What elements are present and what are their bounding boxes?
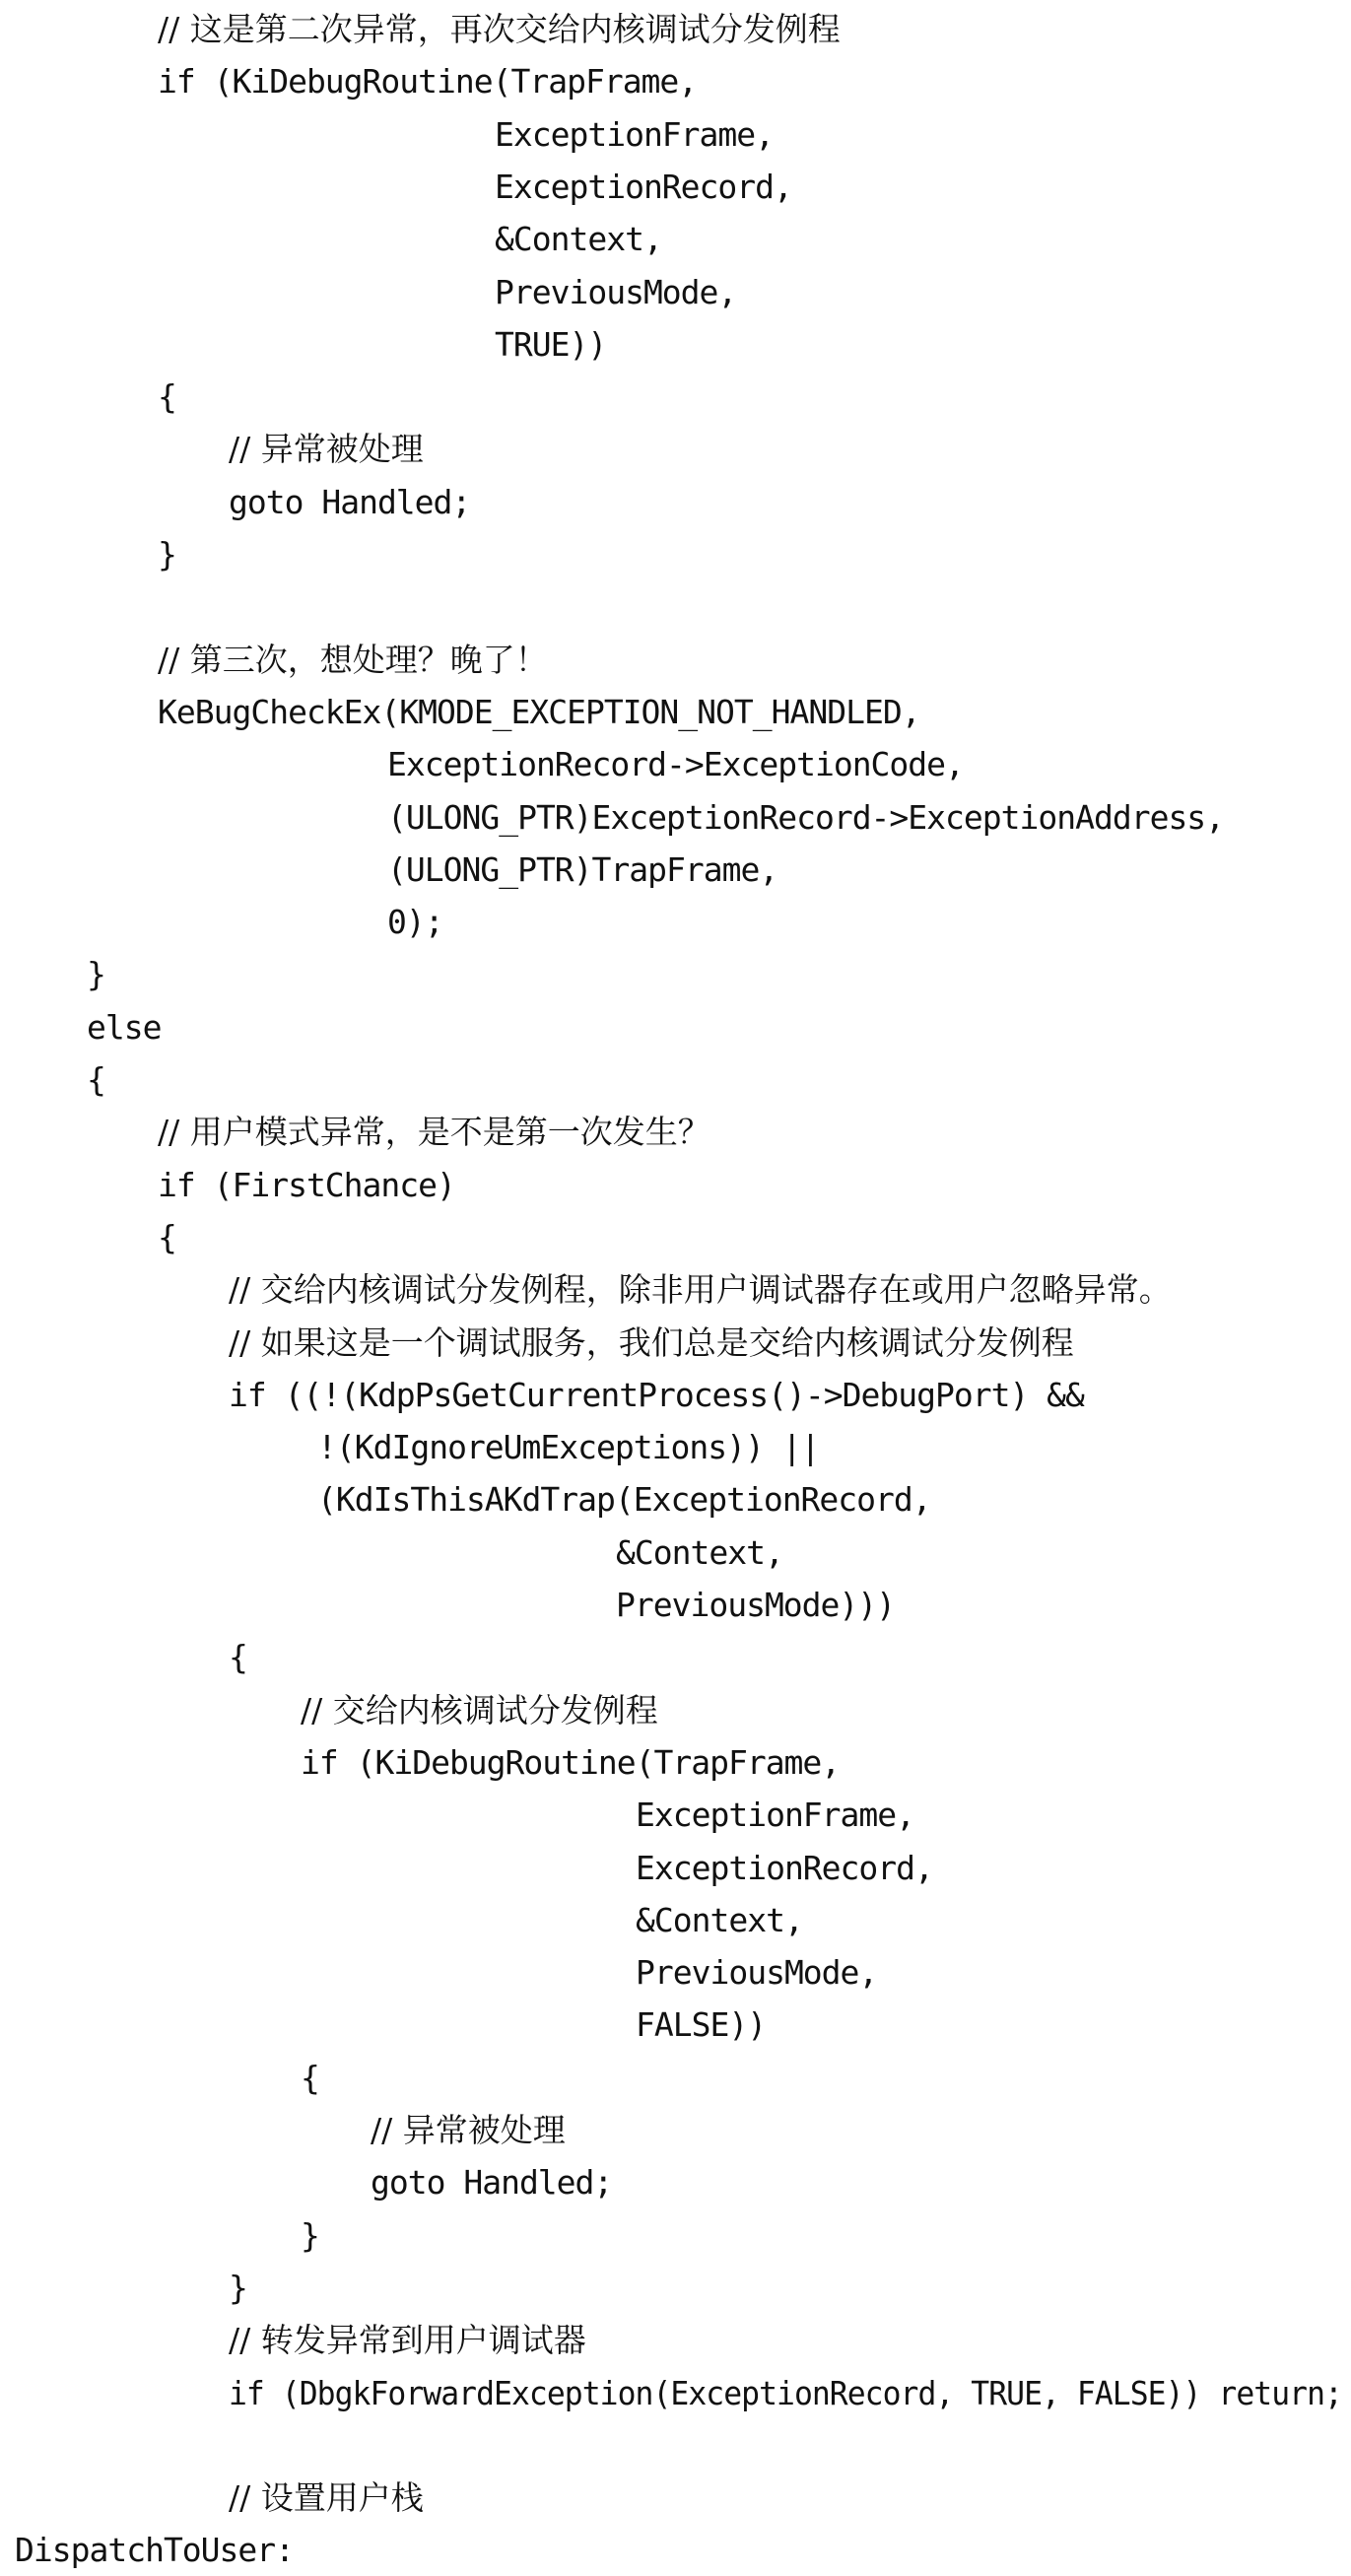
code-line <box>158 1211 176 1263</box>
code-line-text: ExceptionFrame, <box>636 1796 915 1835</box>
code-line <box>229 476 470 528</box>
code-line-text: &Context, <box>495 220 662 259</box>
code-line <box>616 1526 783 1579</box>
code-comment <box>158 634 548 686</box>
code-line-text: // 异常被处理 <box>371 2111 566 2149</box>
code-line-text: ExceptionFrame, <box>495 114 775 154</box>
code-line <box>495 161 792 213</box>
code-line <box>387 844 777 896</box>
code-line <box>229 2367 1351 2419</box>
code-line-text: &Context, <box>616 1532 783 1572</box>
code-line-text: PreviousMode))) <box>616 1586 896 1624</box>
code-line <box>636 1999 766 2051</box>
code-line-text: } <box>301 2215 319 2255</box>
code-line <box>495 318 606 371</box>
code-line <box>495 266 736 318</box>
code-line-text: FALSE)) <box>636 2005 767 2045</box>
code-line-text: goto Handled; <box>371 2163 613 2203</box>
code-line-text: if (KiDebugRoutine(TrapFrame, <box>158 62 698 102</box>
code-line-text: PreviousMode, <box>495 272 737 311</box>
code-line-text: if (DbgkForwardException(ExceptionRecord, TRUE, FALSE)) return; <box>229 2373 1342 2412</box>
code-comment <box>229 1317 1074 1369</box>
code-line-text: if (KiDebugRoutine(TrapFrame, <box>301 1742 841 1782</box>
code-line <box>229 1369 1084 1421</box>
code-line-text: { <box>158 377 176 417</box>
code-line <box>158 528 176 580</box>
code-comment <box>229 2314 586 2366</box>
code-line <box>317 1473 931 1525</box>
code-line-text: (KdIsThisAKdTrap(ExceptionRecord, <box>317 1480 931 1520</box>
code-comment <box>301 1684 658 1736</box>
code-line-text: (ULONG_PTR)ExceptionRecord->ExceptionAddress, <box>387 797 1225 837</box>
code-line <box>636 1894 803 1946</box>
code-line-text: PreviousMode, <box>636 1953 878 1993</box>
code-line-text: goto Handled; <box>229 482 471 521</box>
code-line <box>87 948 105 1000</box>
code-line <box>87 1053 105 1106</box>
code-line-text: 0); <box>387 903 443 942</box>
code-line-text: // 设置用户栈 <box>229 2478 424 2518</box>
code-line <box>158 1159 455 1211</box>
code-line <box>371 2156 612 2208</box>
code-line <box>636 1789 914 1841</box>
code-line-text: !(KdIgnoreUmExceptions)) || <box>317 1428 820 1467</box>
code-comment <box>158 3 841 55</box>
code-line-text: // 异常被处理 <box>229 430 424 469</box>
code-line <box>387 791 1224 844</box>
code-line-text: { <box>229 1638 247 1677</box>
code-line-text: ExceptionRecord->ExceptionCode, <box>387 745 964 784</box>
code-line <box>387 738 964 790</box>
code-line-text: KeBugCheckEx(KMODE_EXCEPTION_NOT_HANDLED, <box>158 692 920 731</box>
code-line <box>616 1579 895 1631</box>
code-line-text: ExceptionRecord, <box>636 1848 933 1887</box>
code-line-text: (ULONG_PTR)TrapFrame, <box>387 849 778 889</box>
code-line-text: DispatchToUser: <box>15 2531 295 2570</box>
code-line-text: // 用户模式异常，是不是第一次发生？ <box>158 1113 710 1152</box>
code-line-text: } <box>87 955 105 994</box>
code-line <box>301 2209 319 2262</box>
code-line <box>301 2052 319 2104</box>
code-comment <box>229 2472 424 2524</box>
code-line-text: // 第三次，想处理？晚了！ <box>158 640 548 679</box>
code-line <box>15 2524 294 2576</box>
code-line-text: TRUE)) <box>495 324 607 364</box>
code-line <box>158 686 920 738</box>
code-line <box>87 1001 161 1053</box>
code-line <box>229 1631 247 1683</box>
code-line-text: if ((!(KdpPsGetCurrentProcess()->DebugPort) && <box>229 1375 1084 1414</box>
code-line-text: ExceptionRecord, <box>495 167 792 206</box>
code-comment <box>229 1263 1172 1316</box>
code-line-text: } <box>158 535 176 574</box>
code-line <box>158 55 697 107</box>
code-line-text: { <box>87 1060 105 1099</box>
code-comment <box>229 423 424 475</box>
code-line-text: // 这是第二次异常，再次交给内核调试分发例程 <box>158 10 841 48</box>
code-line-text: // 交给内核调试分发例程 <box>301 1690 658 1729</box>
code-line <box>636 1946 877 1999</box>
code-line <box>636 1842 933 1894</box>
code-line-text: // 转发异常到用户调试器 <box>229 2321 586 2360</box>
code-line-text: &Context, <box>636 1900 803 1939</box>
code-comment <box>371 2104 566 2156</box>
code-line-text: if (FirstChance) <box>158 1165 455 1204</box>
code-line-text: } <box>229 2268 247 2307</box>
code-line-text: else <box>87 1007 162 1047</box>
code-line <box>301 1736 840 1789</box>
code-line <box>387 896 443 948</box>
code-comment <box>158 1106 710 1158</box>
code-line <box>495 108 774 161</box>
code-line-text: { <box>301 2058 319 2097</box>
code-line <box>495 213 662 265</box>
code-line-text: { <box>158 1217 176 1256</box>
code-line <box>229 2262 247 2314</box>
code-line <box>158 371 176 423</box>
code-line <box>317 1421 819 1473</box>
code-line-text: // 如果这是一个调试服务，我们总是交给内核调试分发例程 <box>229 1322 1074 1362</box>
code-line-text: // 交给内核调试分发例程，除非用户调试器存在或用户忽略异常。 <box>229 1270 1172 1310</box>
